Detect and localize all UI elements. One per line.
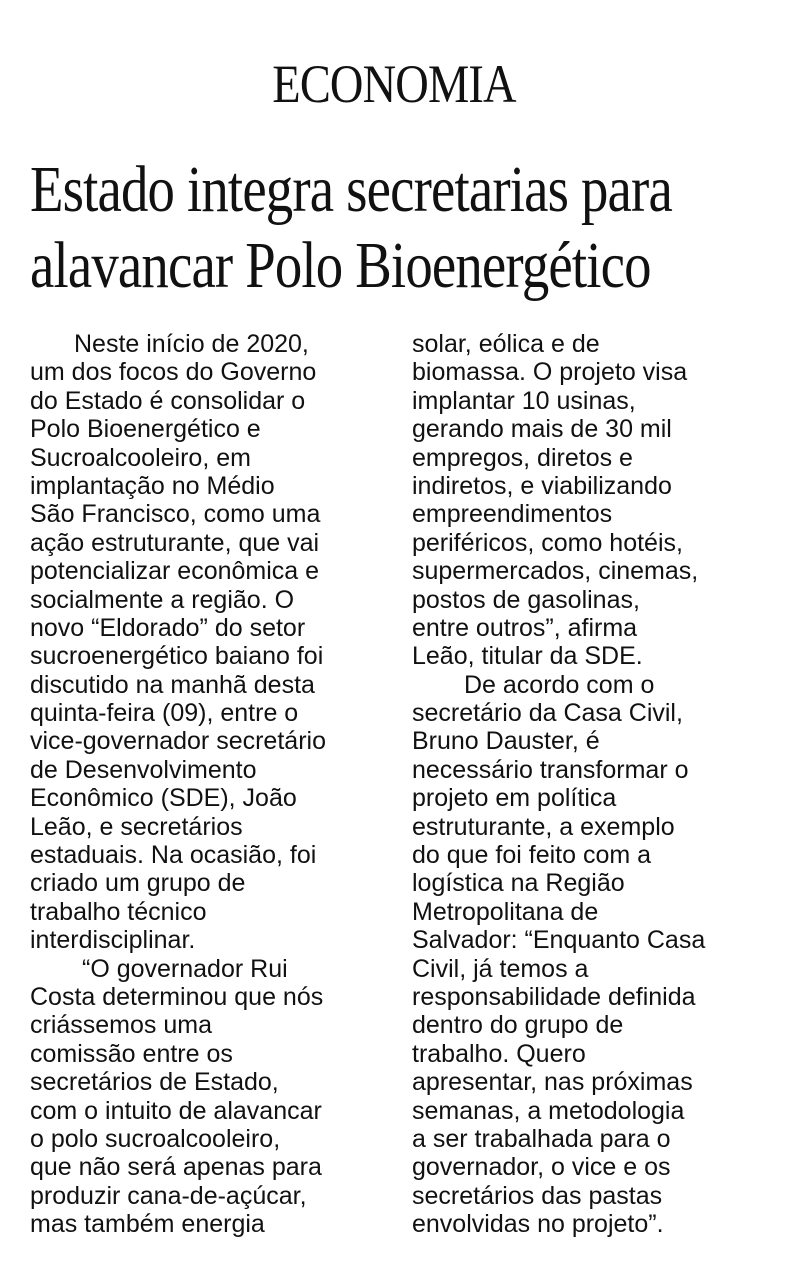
article-line: estruturante, a exemplo <box>412 812 675 841</box>
article-line: secretário da Casa Civil, <box>412 699 683 728</box>
article-line: Econômico (SDE), João <box>30 784 297 813</box>
article-line: envolvidas no projeto”. <box>412 1210 664 1239</box>
article-line: De acordo com o <box>464 670 655 699</box>
article-line: comissão entre os <box>30 1039 233 1068</box>
article-line: socialmente a região. O <box>30 585 295 614</box>
article-line: implantar 10 usinas, <box>412 386 636 415</box>
article-line: necessário transformar o <box>412 755 689 784</box>
article-line: entre outros”, afirma <box>412 613 638 642</box>
article-line: quinta-feira (09), entre o <box>30 699 299 728</box>
article-line: Civil, já temos a <box>412 954 589 983</box>
article-line: a ser trabalhada para o <box>412 1124 671 1153</box>
article-line: que não será apenas para <box>30 1153 322 1182</box>
article-line: responsabilidade definida <box>412 982 696 1011</box>
article-line: do Estado é consolidar o <box>30 386 306 415</box>
section-title: ECONOMIA <box>272 54 516 114</box>
article-line: São Francisco, como uma <box>30 500 321 529</box>
article-line: Polo Bioenergético e <box>30 415 261 444</box>
article-line: discutido na manhã desta <box>30 670 315 699</box>
article-line: um dos focos do Governo <box>30 358 317 387</box>
article-line: Metropolitana de <box>412 897 599 926</box>
article-line: Bruno Dauster, é <box>412 727 600 756</box>
article-line: com o intuito de alavancar <box>30 1096 322 1125</box>
article-line: o polo sucroalcooleiro, <box>30 1124 281 1153</box>
article-line: estaduais. Na ocasião, foi <box>30 841 317 870</box>
article-line: produzir cana-de-açúcar, <box>30 1181 307 1210</box>
article-line: dentro do grupo de <box>412 1011 624 1040</box>
article-column-left <box>30 330 390 1239</box>
article-line: apresentar, nas próximas <box>412 1068 693 1097</box>
article-line: biomassa. O projeto visa <box>412 358 688 387</box>
article-line: interdisciplinar. <box>30 926 196 955</box>
article-line: criássemos uma <box>30 1011 212 1040</box>
article-line: Sucroalcooleiro, em <box>30 443 251 472</box>
article-line: ação estruturante, que vai <box>30 528 320 557</box>
headline-line-1: Estado integra secretarias para <box>30 153 672 226</box>
article-line: Neste início de 2020, <box>74 330 309 358</box>
article-line: gerando mais de 30 mil <box>412 415 672 444</box>
article-line: projeto em política <box>412 784 617 813</box>
article-line: solar, eólica e de <box>412 330 600 358</box>
article-line: trabalho. Quero <box>412 1039 586 1068</box>
article-line: “O governador Rui <box>82 954 288 983</box>
article-line: trabalho técnico <box>30 897 207 926</box>
article-line: novo “Eldorado” do setor <box>30 613 306 642</box>
article-line: secretários de Estado, <box>30 1068 279 1097</box>
article-line: implantação no Médio <box>30 471 275 500</box>
article-line: Salvador: “Enquanto Casa <box>412 926 706 955</box>
article-line: postos de gasolinas, <box>412 585 640 614</box>
article-line: Leão, titular da SDE. <box>412 642 643 671</box>
article-line: periféricos, como hotéis, <box>412 528 683 557</box>
article-line: de Desenvolvimento <box>30 755 257 784</box>
article-line: potencializar econômica e <box>30 557 320 586</box>
article-line: governador, o vice e os <box>412 1153 671 1182</box>
article-line: supermercados, cinemas, <box>412 557 699 586</box>
article-column-right <box>412 330 772 1239</box>
article-line: vice-governador secretário <box>30 727 326 756</box>
article-line: Leão, e secretários <box>30 812 243 841</box>
article-line: empreendimentos <box>412 500 613 529</box>
article-line: logística na Região <box>412 869 625 898</box>
article-line: do que foi feito com a <box>412 841 652 870</box>
article-line: mas também energia <box>30 1210 265 1239</box>
article-line: empregos, diretos e <box>412 443 633 472</box>
article-line: semanas, a metodologia <box>412 1096 685 1125</box>
article-line: secretários das pastas <box>412 1181 663 1210</box>
headline-line-2: alavancar Polo Bioenergético <box>30 229 651 302</box>
article-line: criado um grupo de <box>30 869 246 898</box>
article-line: Costa determinou que nós <box>30 982 324 1011</box>
article-line: indiretos, e viabilizando <box>412 471 672 500</box>
article-line: sucroenergético baiano foi <box>30 642 324 671</box>
